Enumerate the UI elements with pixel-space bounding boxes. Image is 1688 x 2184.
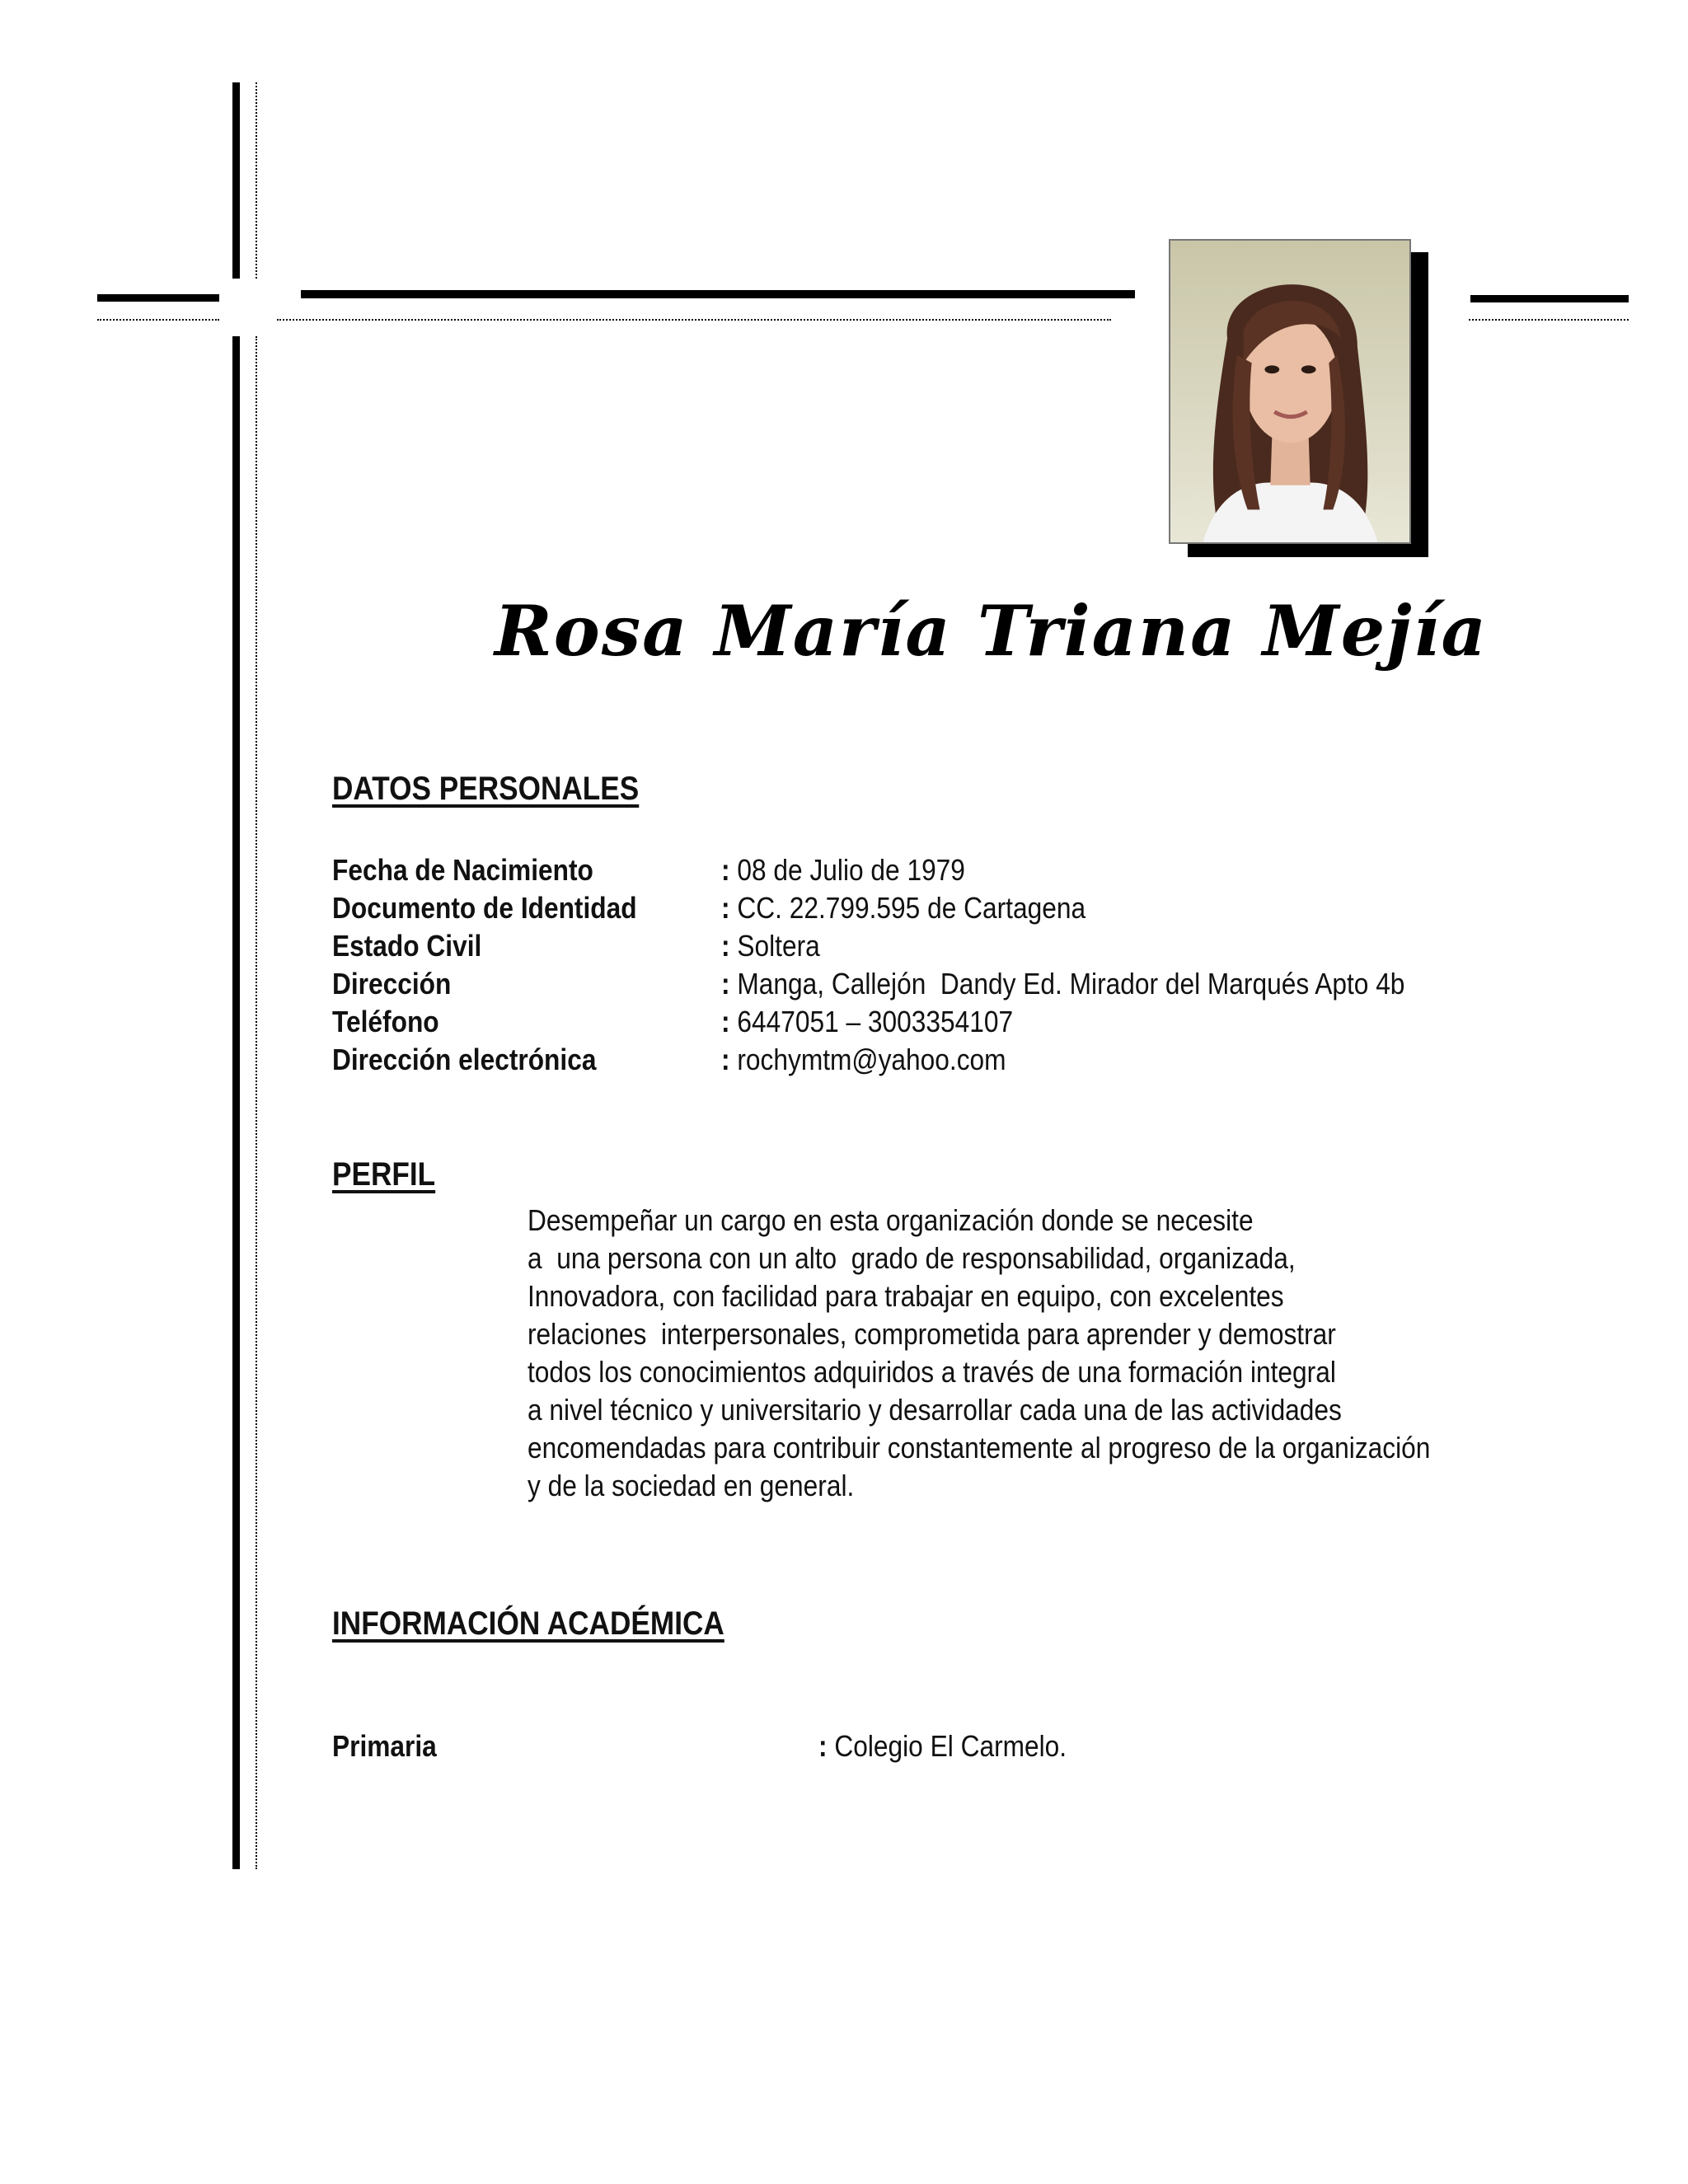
personal-row-id-document — [332, 889, 1527, 927]
perfil-line: y de la sociedad en general. — [528, 1469, 855, 1502]
frame-horizontal-dotted-left — [97, 319, 219, 321]
frame-vertical-line-top — [232, 82, 240, 279]
personal-row-civil-status — [332, 927, 1527, 965]
row-label: Teléfono — [332, 1005, 439, 1038]
row-label: Dirección electrónica — [332, 1043, 597, 1076]
perfil-line: a nivel técnico y universitario y desarrollar cada una de las actividades — [528, 1393, 1342, 1427]
row-value — [721, 1041, 1006, 1079]
academic-row-primaria — [332, 1727, 1486, 1765]
row-value — [818, 1727, 1067, 1765]
row-value — [721, 965, 1404, 1003]
perfil-line: Innovadora, con facilidad para trabajar en equipo, con excelentes — [528, 1279, 1284, 1313]
row-value-text: Manga, Callejón Dandy Ed. Mirador del Marqués Apto 4b — [737, 967, 1405, 1001]
frame-horizontal-line-right — [1470, 295, 1629, 302]
row-label: Estado Civil — [332, 929, 482, 963]
personal-row-phone — [332, 1003, 1527, 1041]
perfil-line: todos los conocimientos adquiridos a través de una formación integral — [528, 1355, 1336, 1389]
row-value-text: Colegio El Carmelo. — [834, 1729, 1067, 1763]
section-title-perfil: PERFIL — [332, 1156, 436, 1193]
colon: : — [818, 1729, 828, 1763]
row-value-text: Soltera — [737, 929, 820, 963]
personal-row-email — [332, 1041, 1527, 1079]
section-title-academic: INFORMACIÓN ACADÉMICA — [332, 1605, 724, 1642]
row-value — [721, 851, 965, 889]
colon: : — [721, 1005, 730, 1038]
section-title-personal: DATOS PERSONALES — [332, 771, 640, 807]
perfil-line: encomendadas para contribuir constantemente al progreso de la organización — [528, 1431, 1431, 1465]
email-link[interactable]: rochymtm@yahoo.com — [737, 1043, 1006, 1076]
frame-horizontal-line-left — [97, 294, 219, 302]
colon: : — [721, 929, 730, 963]
row-label: Fecha de Nacimiento — [332, 853, 593, 887]
colon: : — [721, 853, 730, 887]
personal-row-birthdate — [332, 851, 1527, 889]
row-value-text: 08 de Julio de 1979 — [737, 853, 965, 887]
row-value — [721, 889, 1085, 927]
perfil-line: a una persona con un alto grado de responsabilidad, organizada, — [528, 1241, 1296, 1275]
frame-vertical-line-bottom — [232, 336, 240, 1869]
perfil-line: relaciones interpersonales, comprometida para aprender y demostrar — [528, 1317, 1336, 1351]
row-value — [721, 927, 820, 965]
row-label: Documento de Identidad — [332, 891, 637, 925]
frame-vertical-dotted-top — [256, 82, 257, 279]
candidate-name: Rosa María Triana Mejía — [495, 590, 1488, 672]
colon: : — [721, 1043, 730, 1076]
row-label: Dirección — [332, 967, 452, 1001]
frame-horizontal-dotted-middle — [277, 319, 1111, 321]
colon: : — [721, 967, 730, 1001]
row-value-text: CC. 22.799.595 de Cartagena — [737, 891, 1086, 925]
personal-row-address — [332, 965, 1527, 1003]
portrait-photo — [1169, 239, 1411, 544]
perfil-line: Desempeñar un cargo en esta organización donde se necesite — [528, 1203, 1254, 1237]
colon: : — [721, 891, 730, 925]
portrait-illustration — [1170, 241, 1409, 542]
frame-horizontal-dotted-right — [1469, 319, 1629, 321]
row-label: Primaria — [332, 1729, 437, 1763]
row-value — [721, 1003, 1013, 1041]
frame-vertical-dotted-bottom — [256, 336, 257, 1869]
row-value-text: 6447051 – 3003354107 — [737, 1005, 1014, 1038]
frame-horizontal-line-middle — [301, 290, 1135, 298]
